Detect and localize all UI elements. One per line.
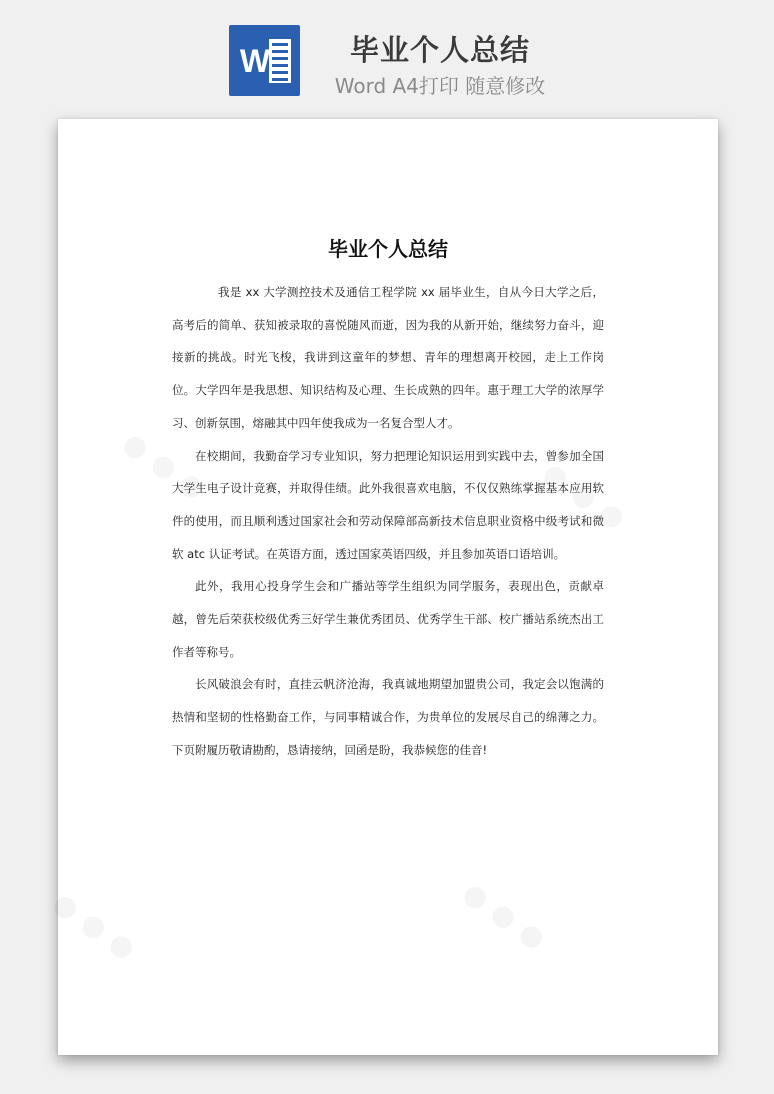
watermark-decoration — [47, 885, 142, 965]
header-subtitle: Word A4打印 随意修改 — [334, 74, 546, 98]
document-page — [58, 119, 718, 1055]
word-document-icon — [229, 25, 300, 96]
header-title: 毕业个人总结 — [349, 33, 530, 67]
body-paragraph: 长风破浪会有时，直挂云帆济沧海，我真诚地期望加盟贵公司，我定会以饱满的热情和坚韧的性格勤奋工作，与同事精诚合作，为贵单位的发展尽自己的绵薄之力。下页附履历敬请勘酌，恳请接纳，回函是盼，我恭候您的佳音! — [172, 677, 604, 757]
word-logo-letter: W — [239, 43, 271, 79]
document-title: 毕业个人总结 — [328, 237, 448, 261]
body-paragraph: 我是 xx 大学测控技术及通信工程学院 xx 届毕业生，自从今日大学之后，高考后的简单、获知被录取的喜悦随风而逝，因为我的从新开始，继续努力奋斗，迎接新的挑战。时光飞梭，我讲到这童年的梦想、青年的理想离开校园，走上工作岗位。大学四年是我思想、知识结构及心理、生长成熟的四年。惠于理工大学的浓厚学习、创新氛围，熔融其中四年使我成为一名复合型人才。 — [172, 285, 604, 430]
body-paragraph: 此外，我用心投身学生会和广播站等学生组织为同学服务，表现出色，贡献卓越，曾先后荣获校级优秀三好学生兼优秀团员、优秀学生干部、校广播站系统杰出工作者等称号。 — [172, 579, 604, 659]
body-paragraph: 在校期间，我勤奋学习专业知识，努力把理论知识运用到实践中去，曾参加全国大学生电子设计竞赛，并取得佳绩。此外我很喜欢电脑，不仅仅熟练掌握基本应用软件的使用，而且顺利透过国家社会和劳动保障部高新技术信息职业资格中级考试和微软 atc 认证考试。在英语方面，透过国家英语四级，并且参加英语口语培训。 — [172, 448, 604, 561]
watermark-decoration — [457, 875, 552, 955]
preview-header — [0, 0, 774, 118]
document-body — [172, 276, 604, 767]
